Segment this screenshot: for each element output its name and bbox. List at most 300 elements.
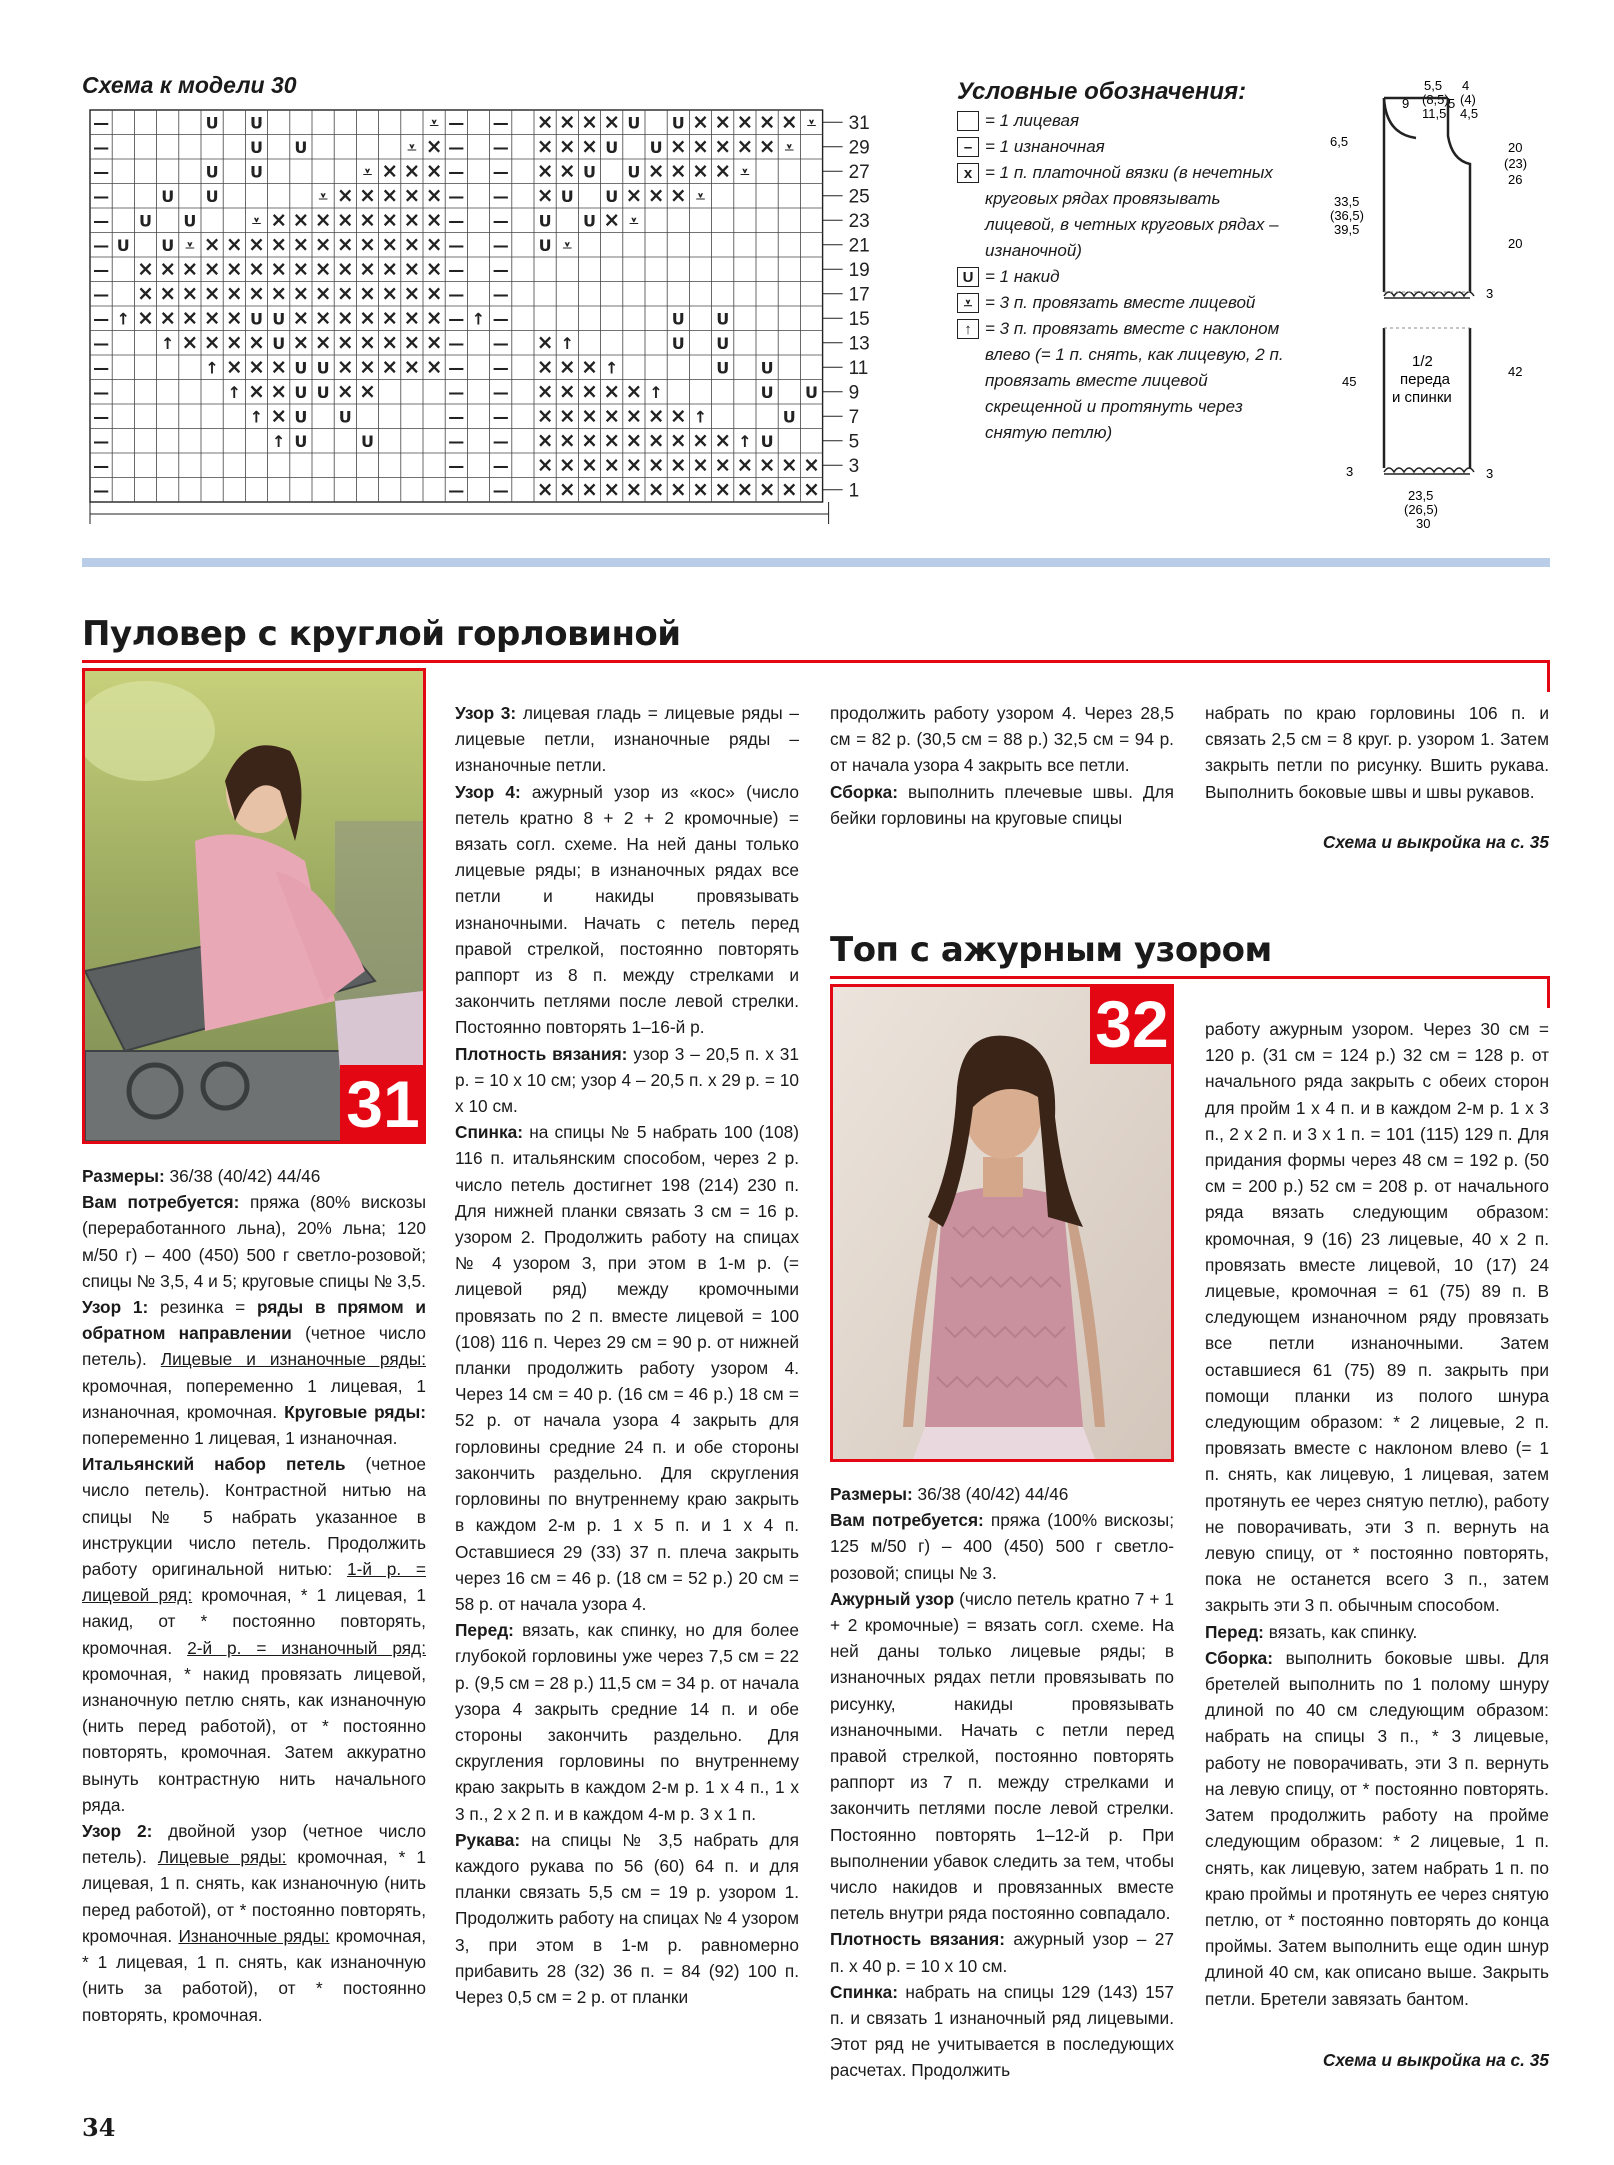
- chart-symbol: —: [492, 211, 509, 231]
- chart-symbol: ↑: [649, 382, 663, 402]
- chart-symbol: ×: [758, 133, 776, 158]
- paragraph: Итальянский набор петель (четное число петель). Контрастной нитью на спицы № 5 набрать указанное в инструкции число петель. Продолжить работу оригинальной нитью: 1-й р. = лицевой ряд: кромочная, * 1 лицевая, 1 накид, от * постоянно повторять, кромочная. 2-й р. = изнаночный ряд: кромочная, * накид провязать лицевой, изнаночную петлю снять, как изнаночную (нить перед работой), от * постоянно повторять, кромочная. Затем аккуратно вынуть контрастную нить начального ряда.: [82, 1454, 426, 1815]
- chart-symbol: ×: [581, 427, 598, 452]
- chart-symbol: —: [93, 137, 110, 157]
- chart-grid: [90, 109, 870, 524]
- chart-symbol: ×: [647, 452, 665, 477]
- chart-symbol: U: [716, 309, 730, 329]
- article32-column1: [830, 1481, 1174, 2084]
- chart-symbol: ×: [536, 452, 554, 477]
- chart-symbol: —: [93, 260, 110, 280]
- garment-schematic: [1320, 76, 1580, 556]
- article32-column2: [1205, 1016, 1549, 2012]
- chart-symbol: ×: [714, 133, 732, 158]
- garter-symbol-icon: x: [957, 163, 979, 183]
- chart-symbol: ×: [159, 256, 177, 281]
- chart-symbol: U: [627, 113, 641, 133]
- chart-symbol: ×: [359, 280, 376, 305]
- chart-symbol: —: [492, 186, 509, 206]
- chart-symbol: —: [448, 309, 465, 329]
- chart-symbol: ×: [558, 378, 576, 403]
- chart-symbol: ×: [714, 158, 732, 183]
- schem-label: 5,5: [1424, 78, 1443, 93]
- page-number: 34: [82, 2113, 116, 2142]
- chart-symbol: ⩡: [562, 235, 572, 255]
- chart-row-number: 29: [848, 137, 870, 159]
- chart-symbol: ×: [425, 354, 443, 379]
- chart-symbol: —: [93, 382, 110, 402]
- chart-symbol: —: [448, 284, 465, 304]
- chart-symbol: ×: [225, 256, 243, 281]
- chart-symbol: U: [294, 358, 308, 378]
- red-rule: [1547, 976, 1550, 1008]
- chart-symbol: U: [760, 382, 774, 402]
- chart-symbol: ×: [736, 452, 754, 477]
- chart-symbol: U: [250, 113, 263, 133]
- chart-symbol: ×: [292, 256, 310, 281]
- chart-symbol: ×: [270, 378, 288, 403]
- chart-symbol: U: [538, 211, 552, 231]
- chart-symbol: ×: [625, 452, 643, 477]
- chart-symbol: ⩡: [695, 186, 706, 206]
- chart-symbol: U: [205, 162, 219, 182]
- legend-text: = 1 накид: [985, 267, 1060, 286]
- chart-symbol: ×: [137, 305, 154, 330]
- chart-symbol: —: [492, 235, 509, 255]
- chart-symbol: ×: [270, 207, 288, 232]
- chart-symbol: ×: [758, 452, 776, 477]
- chart-symbol: ×: [603, 452, 621, 477]
- chart-symbol: ×: [381, 207, 399, 232]
- chart-symbol: ×: [692, 427, 709, 452]
- chart-symbol: U: [272, 309, 286, 329]
- schem-label: 23,5: [1408, 488, 1434, 503]
- schem-center: 1/2: [1412, 353, 1433, 370]
- chart-symbol: ×: [225, 280, 243, 305]
- chart-symbol: ×: [270, 354, 288, 379]
- chart-symbol: —: [492, 260, 509, 280]
- chart-symbol: ×: [203, 305, 221, 330]
- chart-symbol: U: [605, 137, 619, 157]
- chart-symbol: U: [671, 309, 685, 329]
- chart-symbol: U: [272, 333, 286, 353]
- chart-symbol: ×: [359, 231, 376, 256]
- paragraph: продолжить работу узором 4. Через 28,5 см = 82 р. (30,5 см = 88 р.) 32,5 см = 94 р. от начала узора 4 закрыть все петли.: [830, 703, 1174, 776]
- chart-symbol: ×: [248, 280, 265, 305]
- chart-row-number: 31: [848, 113, 870, 135]
- chart-symbol: —: [448, 137, 465, 157]
- chart-symbol: ×: [425, 256, 443, 281]
- schem-label: 30: [1416, 516, 1431, 531]
- chart-symbol: ×: [625, 427, 643, 452]
- chart-symbol: ×: [336, 207, 354, 232]
- chart-symbol: ↑: [249, 407, 264, 427]
- chart-symbol: U: [338, 407, 352, 427]
- chart-symbol: ×: [803, 476, 820, 501]
- schem-label: 11,5: [1422, 106, 1447, 121]
- chart-symbol: ×: [359, 378, 376, 403]
- chart-symbol: ×: [270, 280, 288, 305]
- chart-symbol: ×: [359, 305, 376, 330]
- schem-label: (4): [1460, 92, 1476, 107]
- chart-symbol: U: [250, 162, 263, 182]
- chart-symbol: —: [93, 480, 110, 500]
- paragraph: Узор 1: резинка = ряды в прямом и обратном направлении (четное число петель). Лицевые и изнаночные ряды: кромочная, попеременно 1 лицевая, 1 изнаночная, кромочная. Круговые ряды: попеременно 1 лицевая, 1 изнаночная.: [82, 1297, 427, 1449]
- paragraph: работу ажурным узором. Через 30 см = 120 р. (31 см = 124 р.) 32 см = 128 р. от начального ряда закрыть с обеих сторон для пройм 1 х 4 п. и в каждом 2-м р. 1 х 3 п., 2 х 2 п. и 3 х 1 п. = 101 (115) 129 п. Для придания формы через 48 см = 192 р. (50 см = 200 р.) 52 см = 208 р. от начального ряда вязать следующим образом: кромочная, 9 (16) 23 лицевые, 40 х 2 п. провязать вместе лицевой, 10 (17) 24 лицевые, кромочная = 61 (75) 89 п. В следующем изнаночном ряду провязать все петли изнаночными. Затем оставшиеся 61 (75) 89 п. закрыть при помощи планки из полого шнура следующим образом: * 2 лицевые, 2 п. провязать вместе с наклоном влево (= 1 п. снять, как лицевую, 1 лицевая, затем протянуть ее через снятую петлю), работу не поворачивать, эти 3 п. вернуть на левую спицу, от * постоянно повторять, пока не останется всего 3 п., затем закрыть эти 3 п. обычным способом.: [1205, 1019, 1549, 1616]
- chart-symbol: ×: [736, 109, 754, 134]
- chart-symbol: ×: [292, 231, 310, 256]
- chart-symbol: ×: [381, 280, 399, 305]
- chart-symbol: ×: [603, 109, 621, 134]
- chart-symbol: U: [649, 137, 663, 157]
- article31-pattern-reference: Схема и выкройка на с. 35: [1322, 832, 1549, 852]
- chart-symbol: ×: [336, 231, 354, 256]
- chart-symbol: ×: [714, 476, 732, 501]
- chart-symbol: —: [93, 407, 110, 427]
- chart-symbol: ×: [314, 329, 332, 354]
- legend: [957, 108, 1287, 446]
- legend-item: [957, 290, 1287, 316]
- schem-label: 3: [1346, 464, 1354, 479]
- chart-symbol: ×: [669, 133, 687, 158]
- chart-symbol: ×: [669, 476, 687, 501]
- chart-symbol: ×: [581, 109, 598, 134]
- chart-symbol: ×: [669, 427, 687, 452]
- legend-text: = 1 п. платочной вязки (в нечетных круговых рядах провязывать лицевой, в четных круговых рядах – изнаночной): [985, 163, 1279, 260]
- chart-symbol: —: [492, 333, 509, 353]
- chart-symbol: ×: [203, 280, 221, 305]
- chart-symbol: ×: [403, 207, 421, 232]
- legend-item: [957, 134, 1287, 160]
- chart-symbol: ×: [536, 133, 554, 158]
- chart-symbol: ×: [692, 158, 709, 183]
- chart-symbol: ×: [558, 354, 576, 379]
- chart-symbol: ×: [181, 256, 199, 281]
- chart-symbol: ⩡: [429, 113, 439, 133]
- chart-symbol: U: [139, 211, 152, 231]
- article31-column3: [830, 700, 1174, 831]
- chart-symbol: ×: [536, 354, 554, 379]
- chart-symbol: ×: [669, 452, 687, 477]
- chart-symbol: ×: [714, 427, 732, 452]
- chart-symbol: ×: [137, 280, 154, 305]
- schem-label: (23): [1504, 156, 1528, 171]
- paragraph: Спинка: на спицы № 5 набрать 100 (108) 116 п. итальянским способом, через 2 р. число петель достигнет 198 (214) 230 п. Для нижней планки связать 3 см = 16 р. узором 2. Продолжить работу на спицах № 4 узором 3, при этом в 1-м р. (= лицевой ряд) между кромочными провязать по 2 п. вместе лицевой = 100 (108) 116 п. Через 29 см = 90 р. от нижней планки продолжить работу узором 4. Через 14 см = 40 р. (16 см = 46 р.) 18 см = 52 р. от начала узора 4 закрыть для горловины средние 24 п. и обе стороны закончить раздельно. Для скругления горловины по внутреннему краю закрыть в каждом 2-м р. 1 х 5 п. и 1 х 4 п. Оставшиеся 29 (33) 37 п. плеча закрыть через 16 см = 46 р. (18 см = 52 р.) 20 см = 58 р. от начала узора 4.: [455, 1122, 799, 1614]
- chart-symbol: U: [161, 186, 175, 206]
- chart-symbol: —: [448, 186, 465, 206]
- chart-symbol: ↑: [604, 358, 619, 378]
- chart-symbol: ×: [336, 280, 354, 305]
- chart-row-number: 21: [848, 235, 870, 257]
- chart-symbol: ×: [314, 280, 332, 305]
- paragraph: Размеры: 36/38 (40/42) 44/46: [82, 1166, 321, 1186]
- schem-label: 6,5: [1330, 134, 1349, 149]
- chart-row-number: 25: [848, 186, 870, 208]
- chart-symbol: ×: [581, 378, 598, 403]
- chart-symbol: ×: [225, 231, 243, 256]
- chart-row-number: 11: [848, 358, 869, 380]
- chart-symbol: ×: [425, 280, 443, 305]
- chart-symbol: —: [93, 431, 110, 451]
- chart-symbol: ×: [381, 329, 399, 354]
- chart-row-number: 13: [848, 333, 870, 355]
- chart-symbol: ×: [692, 133, 709, 158]
- chart-symbol: ×: [669, 182, 687, 207]
- chart-symbol: U: [605, 186, 619, 206]
- chart-symbol: ×: [558, 452, 576, 477]
- paragraph: Рукава: на спицы № 3,5 набрать для каждого рукава по 56 (60) 64 п. и для планки связать 5,5 см = 19 р. узором 1. Продолжить работу на спицах № 4 узором 3, при этом в 1-м р. равномерно прибавить 28 (32) 36 п. = 84 (92) 100 п. Через 0,5 см = 2 р. от планки: [455, 1829, 799, 2007]
- chart-symbol: ×: [425, 133, 443, 158]
- chart-symbol: U: [250, 309, 263, 329]
- chart-symbol: ×: [403, 158, 421, 183]
- chart-symbol: U: [671, 113, 685, 133]
- schem-label: 26: [1508, 172, 1523, 187]
- chart-row-number: 7: [848, 407, 860, 429]
- chart-symbol: U: [205, 186, 219, 206]
- chart-row-number: 19: [848, 260, 870, 282]
- schem-label: 45: [1342, 374, 1357, 389]
- chart-symbol: —: [448, 431, 465, 451]
- schem-label: 4,5: [1460, 106, 1479, 121]
- chart-symbol: ×: [403, 280, 421, 305]
- chart-symbol: ×: [536, 182, 554, 207]
- chart-symbol: ×: [292, 280, 310, 305]
- paragraph: Плотность вязания: узор 3 – 20,5 п. х 31 р. = 10 х 10 см; узор 4 – 20,5 п. х 29 р. = 10 х 10 см.: [455, 1043, 799, 1117]
- chart-symbol: ×: [647, 158, 665, 183]
- chart-symbol: U: [161, 235, 175, 255]
- chart-symbol: —: [492, 480, 509, 500]
- k3tog-symbol-icon: ⩡: [957, 293, 979, 313]
- chart-symbol: ×: [625, 403, 643, 428]
- chart-row-number: 5: [848, 431, 860, 453]
- chart-symbol: U: [183, 211, 197, 231]
- chart-symbol: ×: [248, 378, 265, 403]
- chart-row-number: 15: [848, 309, 870, 331]
- chart-symbol: —: [93, 162, 110, 182]
- chart-symbol: ×: [381, 231, 399, 256]
- legend-text: = 3 п. провязать вместе лицевой: [985, 293, 1256, 312]
- legend-text: = 1 изнаночная: [985, 137, 1105, 156]
- chart-symbol: ×: [425, 182, 443, 207]
- chart-symbol: —: [448, 358, 465, 378]
- chart-symbol: ↑: [160, 333, 175, 353]
- schem-label: 39,5: [1334, 222, 1360, 237]
- chart-symbol: ×: [692, 452, 709, 477]
- paragraph: Вам потребуется: пряжа (80% вискозы (переработанного льна), 20% льна; 120 м/50 г) – 400 (450) 500 г светло-розовой; спицы № 3,5, 4 и 5; круговые спицы № 3,5.: [82, 1192, 427, 1291]
- chart-symbol: ×: [558, 403, 576, 428]
- chart-symbol: ×: [336, 378, 354, 403]
- chart-symbol: U: [583, 162, 596, 182]
- chart-symbol: ×: [181, 329, 199, 354]
- knit-symbol-icon: [957, 111, 979, 131]
- paragraph: Спинка: набрать на спицы 129 (143) 157 п. и связать 1 изнаночный ряд лицевыми. Этот ряд не учитывается в последующих расчетах. Продолжить: [830, 1981, 1174, 2081]
- chart-symbol: ⩡: [362, 162, 373, 182]
- chart-symbol: ×: [736, 133, 754, 158]
- chart-symbol: U: [316, 382, 330, 402]
- paragraph: Сборка: выполнить плечевые швы. Для бейки горловины на круговые спицы: [830, 781, 1174, 828]
- chart-symbol: ⩡: [629, 211, 639, 231]
- chart-symbol: —: [448, 407, 465, 427]
- chart-symbol: —: [492, 162, 509, 182]
- schem-label: 20: [1508, 236, 1523, 251]
- paragraph: Узор 2: двойной узор (четное число петель). Лицевые ряды: кромочная, * 1 лицевая, 1 п. снять, как изнаночную (нить перед работой), от * постоянно повторять, кромочная. Изнаночные ряды: кромочная, * 1 лицевая, 1 п. снять, как изнаночную (нить за работой), от * постоянно повторять, кромочная.: [82, 1821, 427, 2025]
- chart-symbol: —: [492, 456, 509, 476]
- chart-symbol: —: [93, 333, 110, 353]
- paragraph: Узор 3: лицевая гладь = лицевые ряды – лицевые петли, изнаночные ряды – изнаночные петли.: [455, 703, 799, 776]
- chart-symbol: U: [361, 431, 374, 451]
- chart-symbol: ×: [359, 256, 376, 281]
- chart-symbol: ×: [425, 329, 443, 354]
- article32-title: Топ с ажурным узором: [830, 930, 1272, 970]
- chart-symbol: U: [205, 113, 219, 133]
- chart-symbol: ×: [403, 182, 421, 207]
- chart-symbol: ×: [292, 207, 310, 232]
- chart-symbol: —: [448, 260, 465, 280]
- chart-symbol: —: [93, 456, 110, 476]
- chart-symbol: ×: [780, 109, 798, 134]
- chart-symbol: ×: [359, 354, 376, 379]
- chart-symbol: ×: [758, 476, 776, 501]
- article31-number-badge: 31: [340, 1065, 426, 1144]
- chart-symbol: ×: [536, 158, 554, 183]
- chart-symbol: ⩡: [407, 137, 417, 157]
- chart-symbol: ×: [536, 403, 554, 428]
- chart-symbol: ×: [137, 256, 154, 281]
- chart-row-number: 23: [848, 211, 870, 233]
- chart-symbol: ×: [581, 133, 598, 158]
- chart-symbol: —: [448, 382, 465, 402]
- chart-symbol: ×: [359, 182, 376, 207]
- chart-symbol: —: [448, 456, 465, 476]
- chart-symbol: —: [492, 137, 509, 157]
- chart-symbol: U: [294, 137, 308, 157]
- chart-symbol: ×: [403, 305, 421, 330]
- chart-symbol: —: [448, 333, 465, 353]
- sk2p-symbol-icon: ↑: [957, 319, 979, 339]
- chart-row-number: 9: [848, 382, 860, 404]
- chart-symbol: ×: [425, 231, 443, 256]
- chart-symbol: ×: [581, 452, 598, 477]
- chart-symbol: U: [316, 358, 330, 378]
- chart-symbol: ×: [381, 305, 399, 330]
- chart-symbol: ×: [558, 109, 576, 134]
- chart-symbol: —: [93, 113, 110, 133]
- chart-symbol: ×: [248, 354, 265, 379]
- chart-symbol: —: [448, 113, 465, 133]
- legend-text: = 3 п. провязать вместе с наклоном влево (= 1 п. снять, как лицевую, 2 п. провязать вместе лицевой скрещенной и протянуть через снятую петлю): [985, 319, 1284, 442]
- legend-title: Условные обозначения:: [957, 78, 1247, 105]
- chart-symbol: —: [492, 358, 509, 378]
- chart-symbol: ×: [603, 378, 621, 403]
- chart-symbol: —: [93, 284, 110, 304]
- schem-label: 3: [1486, 286, 1494, 301]
- chart-symbol: ⩡: [185, 235, 195, 255]
- chart-symbol: U: [294, 382, 308, 402]
- chart-symbol: ⩡: [806, 113, 817, 133]
- chart-symbol: ×: [647, 427, 665, 452]
- red-rule: [82, 660, 1550, 663]
- chart-symbol: ×: [536, 378, 554, 403]
- yarn-over-symbol-icon: U: [957, 267, 979, 287]
- chart-symbol: —: [448, 235, 465, 255]
- chart-symbol: U: [671, 333, 685, 353]
- chart-symbol: ×: [403, 329, 421, 354]
- chart-symbol: ↑: [693, 407, 708, 427]
- paragraph: Вам потребуется: пряжа (100% вискозы; 125 м/50 г) – 400 (450) 500 г светло-розовой; спицы № 3.: [830, 1510, 1174, 1583]
- article31-column4: [1205, 700, 1549, 805]
- schem-center: переда: [1400, 371, 1450, 388]
- schem-label: 4: [1462, 78, 1470, 93]
- paragraph: набрать по краю горловины 106 п. и связать 2,5 см = 8 круг. р. узором 1. Затем закрыть петли по рисунку. Вшить рукава. Выполнить боковые швы и швы рукавов.: [1205, 703, 1549, 802]
- chart-symbol: U: [538, 235, 552, 255]
- chart-symbol: —: [93, 211, 110, 231]
- chart-symbol: ×: [248, 329, 265, 354]
- chart-symbol: ×: [536, 476, 554, 501]
- chart-symbol: ×: [669, 403, 687, 428]
- chart-symbol: ×: [336, 256, 354, 281]
- legend-item: [957, 108, 1287, 134]
- chart-symbol: ×: [314, 256, 332, 281]
- chart-symbol: ×: [292, 329, 310, 354]
- chart-symbol: ×: [625, 476, 643, 501]
- chart-symbol: ×: [780, 476, 798, 501]
- legend-item: [957, 264, 1287, 290]
- schem-label: 9: [1402, 96, 1410, 111]
- chart-symbol: ×: [692, 476, 709, 501]
- chart-symbol: ↑: [116, 309, 131, 329]
- chart-symbol: ×: [536, 109, 554, 134]
- chart-symbol: U: [805, 382, 818, 402]
- chart-symbol: U: [560, 186, 574, 206]
- chart-symbol: U: [583, 211, 596, 231]
- chart-symbol: ×: [159, 305, 177, 330]
- chart-symbol: ×: [647, 403, 665, 428]
- chart-symbol: ×: [159, 280, 177, 305]
- chart-symbol: ×: [669, 158, 687, 183]
- chart-symbol: —: [93, 309, 110, 329]
- chart-symbol: ↑: [271, 431, 286, 451]
- chart-symbol: ×: [425, 158, 443, 183]
- chart-symbol: U: [294, 407, 308, 427]
- schem-center: и спинки: [1392, 389, 1452, 406]
- schem-label: (26,5): [1404, 502, 1438, 517]
- chart-row-number: 3: [848, 456, 860, 478]
- chart-symbol: ×: [181, 305, 199, 330]
- chart-symbol: ×: [603, 207, 621, 232]
- chart-symbol: —: [448, 480, 465, 500]
- chart-row-number: 17: [848, 284, 870, 306]
- chart-row-number: 27: [848, 162, 870, 184]
- chart-symbol: ↑: [227, 382, 242, 402]
- chart-symbol: ×: [203, 329, 221, 354]
- chart-symbol: —: [93, 358, 110, 378]
- chart-symbol: ×: [714, 109, 732, 134]
- chart-symbol: ×: [581, 354, 598, 379]
- chart-symbol: ×: [403, 231, 421, 256]
- chart-symbol: ×: [803, 452, 820, 477]
- article31-column2: [455, 700, 799, 2010]
- chart-symbol: ↑: [471, 309, 486, 329]
- legend-text: = 1 лицевая: [985, 111, 1080, 130]
- paragraph: Перед: вязать, как спинку.: [1205, 1621, 1418, 1642]
- chart-symbol: ×: [314, 207, 332, 232]
- chart-symbol: —: [492, 407, 509, 427]
- chart-symbol: —: [492, 113, 509, 133]
- schem-label: (36,5): [1330, 208, 1364, 223]
- chart-symbol: ×: [425, 305, 443, 330]
- chart-symbol: ↑: [205, 358, 219, 378]
- chart-symbol: ×: [381, 354, 399, 379]
